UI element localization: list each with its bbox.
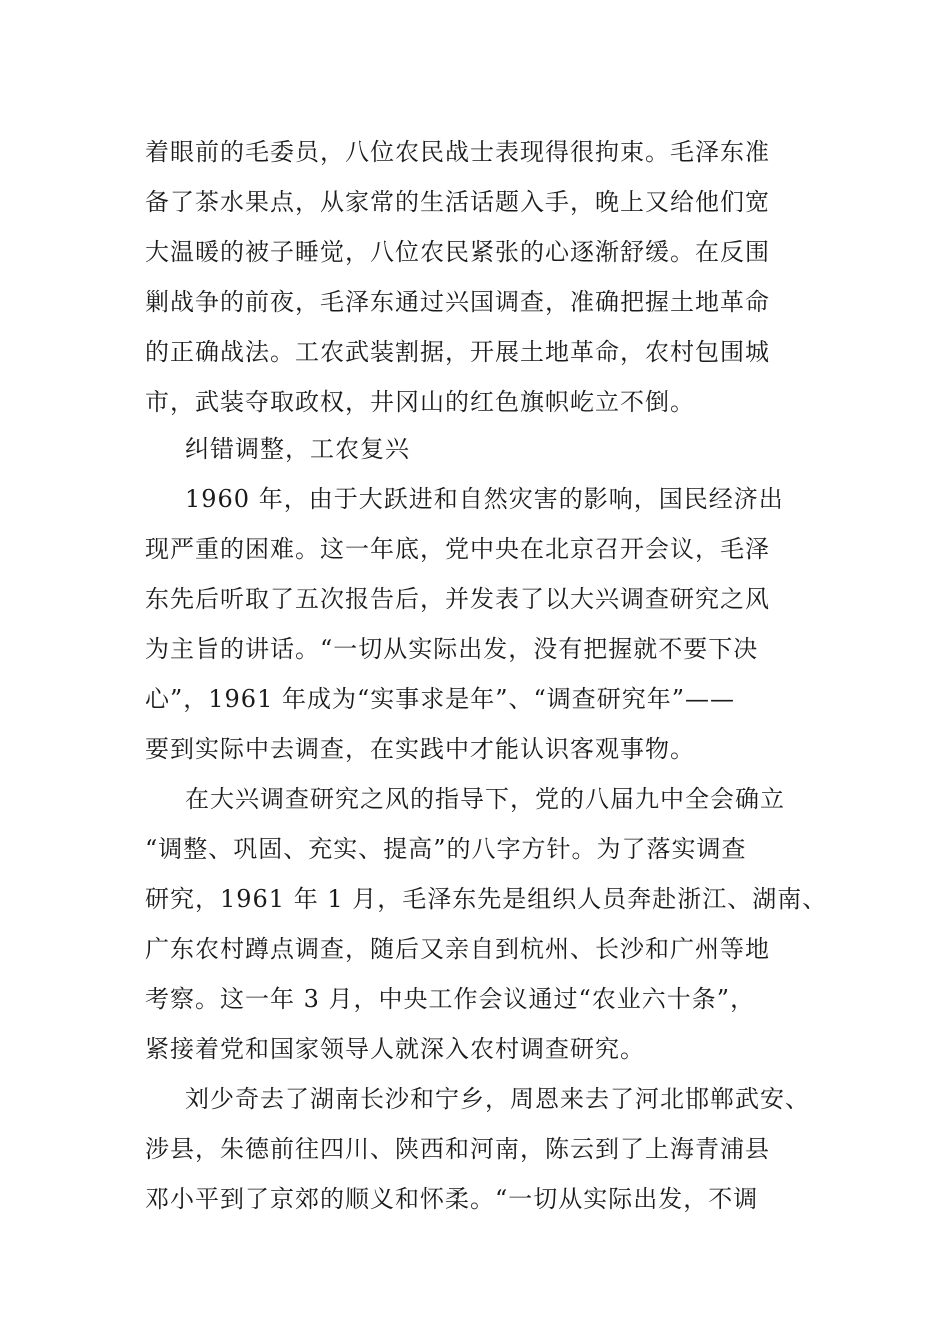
text-line: 大温暖的被子睡觉，八位农民紧张的心逐渐舒缓。在反围	[145, 238, 770, 266]
text-line: 东先后听取了五次报告后，并发表了以大兴调查研究之风	[145, 585, 770, 613]
text-line: 1960 年，由于大跃进和自然灾害的影响，国民经济出	[185, 485, 784, 513]
section-heading: 纠错调整，工农复兴	[185, 435, 410, 463]
text-line: 为主旨的讲话。“一切从实际出发，没有把握就不要下决	[145, 635, 759, 663]
text-line: 紧接着党和国家领导人就深入农村调查研究。	[145, 1035, 645, 1063]
text-line: 涉县，朱德前往四川、陕西和河南，陈云到了上海青浦县	[145, 1135, 770, 1163]
text-line: 着眼前的毛委员，八位农民战士表现得很拘束。毛泽东准	[145, 138, 770, 166]
text-line: 考察。这一年 3 月，中央工作会议通过“农业六十条”，	[145, 985, 756, 1013]
text-line: 心”，1961 年成为“实事求是年”、“调查研究年”——	[145, 685, 736, 713]
text-line: 刘少奇去了湖南长沙和宁乡，周恩来去了河北邯郸武安、	[185, 1085, 810, 1113]
text-line: 现严重的困难。这一年底，党中央在北京召开会议，毛泽	[145, 535, 770, 563]
text-line: 邓小平到了京郊的顺义和怀柔。“一切从实际出发，不调	[145, 1185, 759, 1213]
text-line: 备了茶水果点，从家常的生活话题入手，晚上又给他们宽	[145, 188, 770, 216]
text-line: 广东农村蹲点调查，随后又亲自到杭州、长沙和广州等地	[145, 935, 770, 963]
text-line: 市，武装夺取政权，井冈山的红色旗帜屹立不倒。	[145, 388, 695, 416]
text-line: 剿战争的前夜，毛泽东通过兴国调查，准确把握土地革命	[145, 288, 770, 316]
text-line: 要到实际中去调查，在实践中才能认识客观事物。	[145, 735, 695, 763]
text-line: 研究，1961 年 1 月，毛泽东先是组织人员奔赴浙江、湖南、	[145, 885, 828, 913]
text-line: 的正确战法。工农武装割据，开展土地革命，农村包围城	[145, 338, 770, 366]
text-line: “调整、巩固、充实、提高”的八字方针。为了落实调查	[145, 835, 747, 863]
text-line: 在大兴调查研究之风的指导下，党的八届九中全会确立	[185, 785, 785, 813]
